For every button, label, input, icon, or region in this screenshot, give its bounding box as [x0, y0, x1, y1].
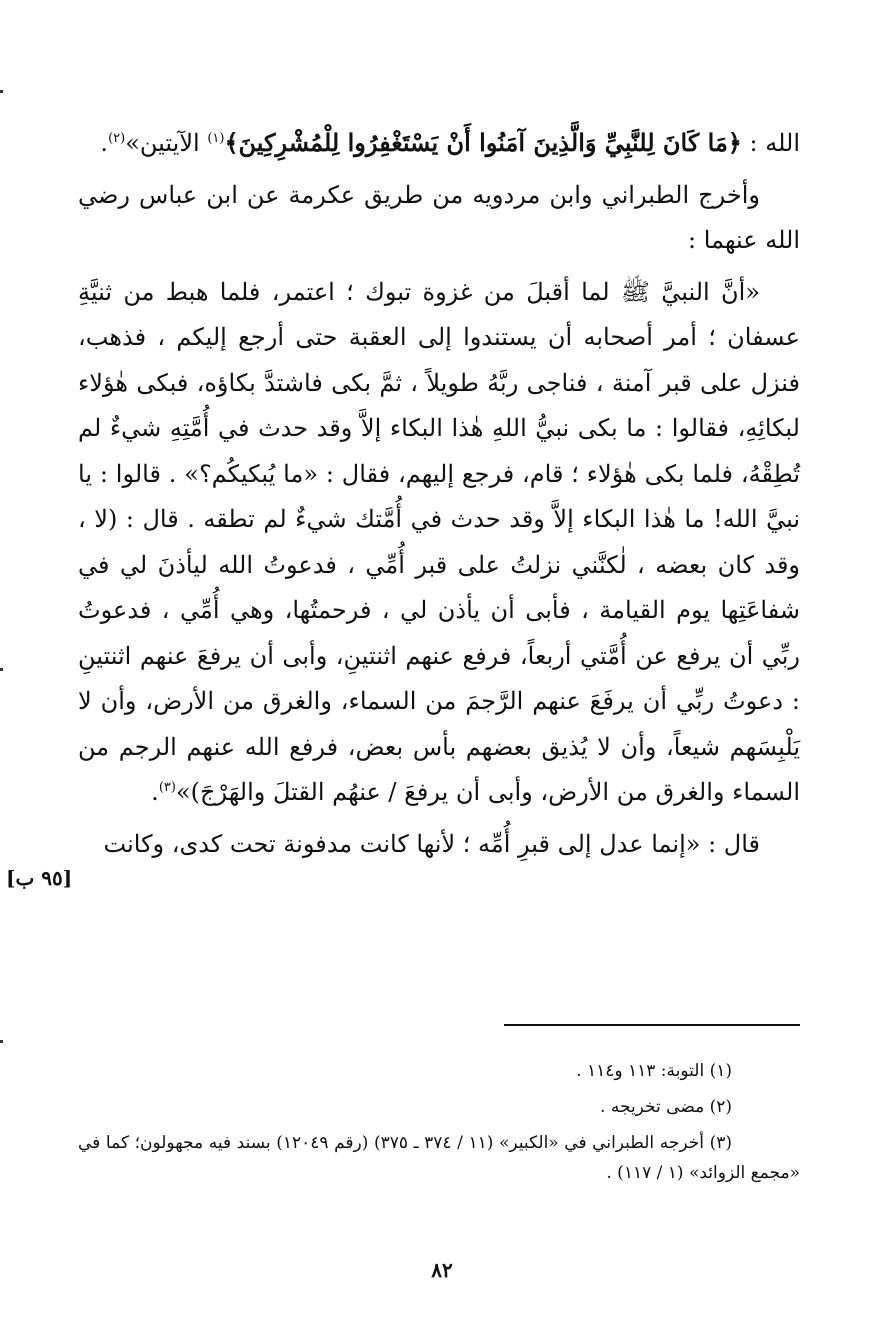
footnote-2: (٢) مضى تخريجه .	[600, 1097, 732, 1117]
footnotes	[78, 1056, 800, 1194]
manuscript-folio-note: [٩٥ ب]	[6, 866, 73, 890]
page-number: ٨٢	[431, 1258, 453, 1282]
main-text	[78, 120, 800, 873]
footnote-ref: (٣)	[158, 780, 176, 795]
verse-intro: الله :	[741, 129, 800, 157]
footnote-3: (٣) أخرجه الطبراني في «الكبير» (١١ / ٣٧٤ ـ ٣٧٥) (رقم ١٢٠٤٩) بسند فيه مجهولون؛ كما في «مجمع الزوائد» (١ / ١١٧) .	[78, 1133, 800, 1183]
footnote-separator	[504, 1024, 800, 1026]
punctuation: .	[151, 778, 159, 806]
hadith-text: «أنَّ النبيَّ ﷺ لما أقبلَ من غزوة تبوك ؛ اعتمر، فلما هبط من ثنيَّةِ عسفان ؛ أمر أصحابه أن يستندوا إلى العقبة حتى أرجع إليكم ، فذهب، فنزل على قبر آمنة ، فناجى ربَّهُ طويلاً ، ثمَّ بكى فاشتدَّ بكاؤه، فبكى هٰؤلاء لبكائِهِ، فقالوا : ما بكى نبيُّ اللهِ هٰذا البكاء إلاَّ وقد حدث في أُمَّتِهِ شيءٌ لم تُطِقْهُ، فلما بكى هٰؤلاء ؛ قام، فرجع إليهم، فقال : «ما يُبكيكُم؟» . قالوا : يا نبيَّ الله! ما هٰذا البكاء إلاَّ وقد حدث في أُمَّتك شيءٌ لم تطقه . قال : (لا ، وقد كان بعضه ، لٰكنَّني نزلتُ على قبر أُمِّي ، فدعوتُ الله ليأذنَ لي في شفاعَتِها يوم القيامة ، فأبى أن يأذن لي ، فرحمتُها، وهي أُمِّي ، فدعوتُ ربِّي أن يرفع عن أُمَّتي أربعاً، فرفع عنهم اثنتينِ، وأبى أن يرفعَ عنهم اثنتينِ : دعوتُ ربِّي أن يرفَعَ عنهم الرَّجمَ من السماء، والغرق من الأرض، وأن لا يَلْبِسَهم شيعاً، وأن لا يُذيق بعضهم بأس بعض، فرفع الله عنهم الرجم من السماء والغرق من الأرض، وأبى أن يرفعَ / عنهُم القتلَ والهَرْجَ)»	[78, 277, 801, 806]
paragraph-hadith	[78, 270, 800, 816]
scan-edge-mark	[0, 1040, 3, 1043]
paragraph-narration-intro: وأخرج الطبراني وابن مردويه من طريق عكرمة عن ابن عباس رضي الله عنهما :	[78, 180, 800, 254]
paragraph-continuation: قال : «إنما عدل إلى قبرِ أُمِّه ؛ لأنها كانت مدفونة تحت كدى، وكانت	[103, 829, 760, 858]
scan-edge-mark	[0, 668, 3, 671]
verse-suffix: الآيتين»	[125, 129, 208, 157]
footnote-ref: (١)	[207, 131, 225, 146]
quran-verse: ﴿مَا كَانَ لِلنَّبِيِّ وَالَّذِينَ آمَنُوا أَنْ يَسْتَغْفِرُوا لِلْمُشْرِكِينَ﴾	[224, 128, 742, 157]
scan-edge-mark	[0, 90, 3, 93]
footnote-ref: (٢)	[108, 131, 126, 146]
punctuation: .	[100, 129, 109, 157]
paragraph-verse	[78, 120, 800, 167]
footnote-1: (١) التوبة: ١١٣ و١١٤ .	[576, 1061, 732, 1081]
